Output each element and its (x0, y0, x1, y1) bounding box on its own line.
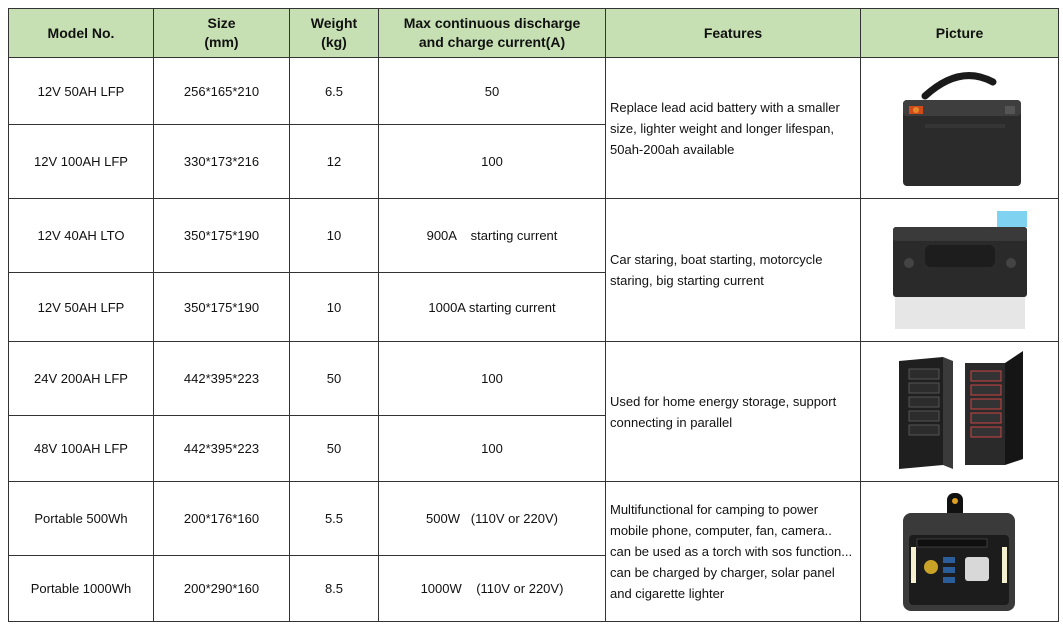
feature-line: mobile phone, computer, fan, camera.. (610, 523, 832, 538)
current-cell: 1000W (110V or 220V) (379, 556, 606, 622)
feature-line: Replace lead acid battery with a smaller (610, 99, 840, 115)
weight-cell: 12 (290, 125, 379, 199)
feature-line: Multifunctional for camping to power (610, 502, 819, 517)
header-size-line1: Size (207, 15, 236, 31)
header-model: Model No. (9, 9, 154, 58)
header-weight (290, 9, 379, 58)
feature-line: size, lighter weight and longer lifespan, (610, 120, 835, 136)
current-cell: 100 (379, 125, 606, 199)
model-cell: 12V 50AH LFP (9, 273, 154, 342)
features-cell (606, 482, 861, 622)
size-cell: 256*165*210 (154, 58, 290, 125)
header-current-line2: and charge current(A) (418, 34, 566, 50)
model-cell: Portable 500Wh (9, 482, 154, 556)
feature-line: 50ah-200ah available (610, 141, 735, 157)
weight-cell: 50 (290, 416, 379, 482)
weight-cell: 50 (290, 342, 379, 416)
picture-cell (861, 58, 1059, 199)
size-cell: 442*395*223 (154, 416, 290, 482)
header-current (379, 9, 606, 58)
table-row (9, 342, 1059, 416)
current-cell: 100 (379, 342, 606, 416)
table-row (9, 58, 1059, 125)
size-cell: 350*175*190 (154, 199, 290, 273)
model-cell: 12V 100AH LFP (9, 125, 154, 199)
picture-cell (861, 342, 1059, 482)
model-cell: 48V 100AH LFP (9, 416, 154, 482)
size-cell: 200*176*160 (154, 482, 290, 556)
table-row (9, 482, 1059, 556)
model-cell: 12V 40AH LTO (9, 199, 154, 273)
weight-cell: 10 (290, 199, 379, 273)
size-cell: 330*173*216 (154, 125, 290, 199)
header-features: Features (606, 9, 861, 58)
size-cell: 442*395*223 (154, 342, 290, 416)
header-weight-line2: (kg) (321, 34, 347, 50)
lfp-battery-image (885, 66, 1035, 191)
current-cell: 900A starting current (379, 199, 606, 273)
current-cell: 500W (110V or 220V) (379, 482, 606, 556)
size-cell: 200*290*160 (154, 556, 290, 622)
header-size-line2: (mm) (204, 34, 239, 50)
features-cell (606, 342, 861, 482)
header-current-line1: Max continuous discharge (403, 15, 581, 31)
weight-cell: 8.5 (290, 556, 379, 622)
feature-line: Used for home energy storage, support (610, 393, 837, 409)
current-cell: 50 (379, 58, 606, 125)
current-cell: 100 (379, 416, 606, 482)
weight-cell: 6.5 (290, 58, 379, 125)
header-size (154, 9, 290, 58)
header-picture: Picture (861, 9, 1059, 58)
model-cell: 12V 50AH LFP (9, 58, 154, 125)
feature-line: connecting in parallel (610, 414, 733, 430)
cabinet-storage-image (885, 347, 1035, 477)
header-weight-line1: Weight (310, 15, 358, 31)
weight-cell: 5.5 (290, 482, 379, 556)
picture-cell (861, 199, 1059, 342)
feature-line: can be charged by charger, solar panel (610, 565, 835, 580)
weight-cell: 10 (290, 273, 379, 342)
current-cell: 1000A starting current (379, 273, 606, 342)
features-cell (606, 58, 861, 199)
feature-line: can be used as a torch with sos function... (610, 544, 853, 559)
picture-cell (861, 482, 1059, 622)
size-cell: 350*175*190 (154, 273, 290, 342)
table-row (9, 199, 1059, 273)
portable-power-station-image (885, 487, 1035, 617)
model-cell: Portable 1000Wh (9, 556, 154, 622)
battery-spec-table (8, 8, 1059, 622)
header-row (9, 9, 1059, 58)
features-cell (606, 199, 861, 342)
feature-line: and cigarette lighter (610, 586, 725, 601)
feature-line: staring, big starting current (610, 273, 764, 288)
model-cell: 24V 200AH LFP (9, 342, 154, 416)
starter-battery-image (885, 205, 1035, 335)
feature-line: Car staring, boat starting, motorcycle (610, 252, 823, 267)
